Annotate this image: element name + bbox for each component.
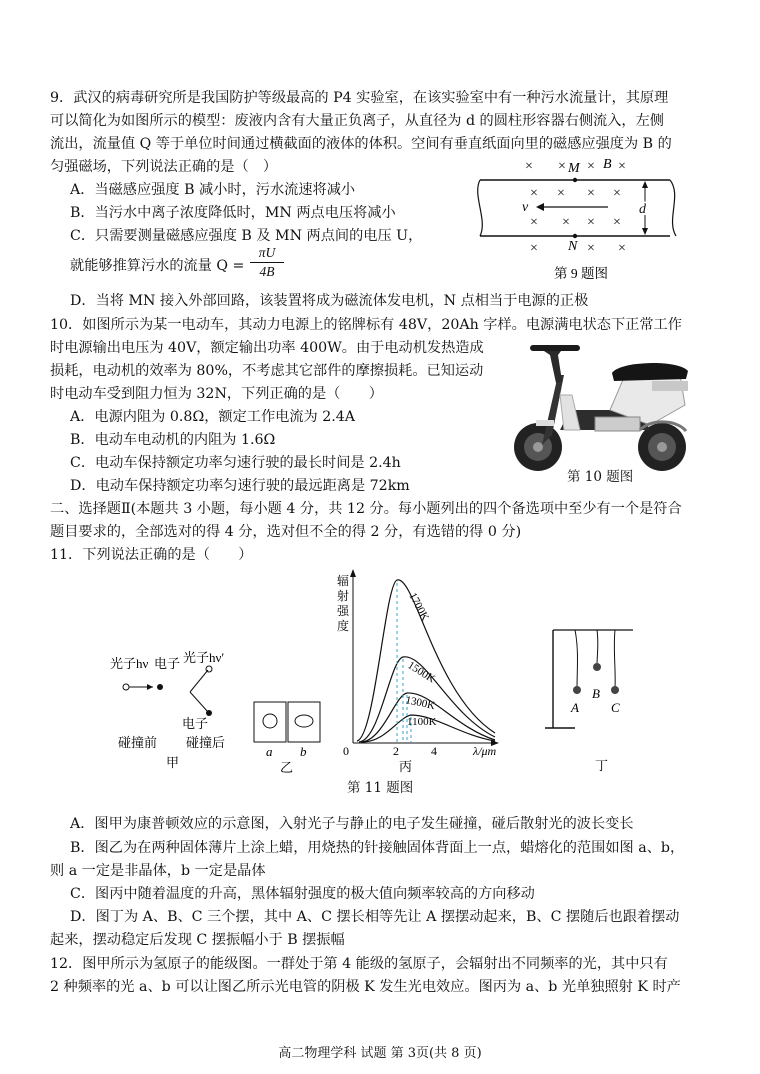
cross-icon: × xyxy=(530,186,538,201)
bing-tick-2: 2 xyxy=(393,744,399,758)
q9-option-c: C．只需要测量磁感应强度 B 及 MN 两点间的电压 U， xyxy=(70,228,423,244)
q9-option-c-formula xyxy=(70,256,244,276)
q11-option-a: A．图甲为康普顿效应的示意图，入射光子与静止的电子发生碰撞，碰后散射光的波长变长 xyxy=(70,816,634,832)
q9-figure xyxy=(470,150,690,290)
diameter-arrow-top xyxy=(642,181,648,188)
jia-scatter-photon-path xyxy=(190,670,208,692)
cross-icon: × xyxy=(530,241,538,256)
bing-xlabel: λ/μm xyxy=(473,744,497,758)
ding-a-label: A xyxy=(571,700,579,715)
q11-fig-yi xyxy=(252,700,327,775)
bing-zero: 0 xyxy=(343,744,349,758)
cross-icon: × xyxy=(613,215,621,230)
ding-b-label: B xyxy=(592,686,600,701)
q12-line2: 2 种频率的光 a、b 可以让图乙所示光电管的阴极 K 发生光电效应。图丙为 a、b 光单独照射 K 时产 xyxy=(50,979,681,995)
section2-line2: 题目要求的，全部选对的得 4 分，选对但不全的得 2 分，有选错的得 0 分) xyxy=(50,524,522,540)
q9-line1: 9．武汉的病毒研究所是我国防护等级最高的 P4 实验室，在该实验室中有一种污水流量计，其原理 xyxy=(50,90,669,106)
q11-fig-ding xyxy=(545,620,645,780)
q9-option-d: D．当将 MN 接入外部回路，该装置将成为磁流体发电机，N 点相当于电源的正极 xyxy=(70,293,589,309)
q9-line2: 可以简化为如图所示的模型：废液内含有大量正负离子，从直径为 d 的圆柱形容器右侧流入，左侧 xyxy=(50,113,664,129)
bing-ylabel-1: 辐 xyxy=(337,574,350,588)
q9-line3: 流出，流量值 Q 等于单位时间通过横截面的液体的体积。空间有垂直纸面向里的磁感应强度为 B 的 xyxy=(50,136,672,152)
cross-icon: × xyxy=(613,186,621,201)
label-b: B xyxy=(603,157,612,172)
ding-string-a xyxy=(575,630,578,688)
rear-rack xyxy=(652,381,688,391)
cross-icon: × xyxy=(587,159,595,174)
bing-label-1700k: 1700K xyxy=(406,590,432,623)
pipe-left-end xyxy=(478,180,483,236)
label-n: N xyxy=(568,239,578,254)
bing-tick-4: 4 xyxy=(431,744,437,758)
yi-b-label: b xyxy=(300,744,307,759)
q10-option-b: B．电动车电动机的内阻为 1.6Ω xyxy=(70,432,276,448)
seat xyxy=(612,363,688,381)
q11-option-b-line2: 则 a 一定是非晶体，b 一定是晶体 xyxy=(50,863,266,879)
ding-ball-c xyxy=(611,686,619,694)
yi-label: 乙 xyxy=(280,760,294,775)
q9-frac-numerator: πU xyxy=(250,244,284,263)
q10-option-a: A．电源内阻为 0.8Ω，额定工作电流为 2.4A xyxy=(70,409,356,425)
q11-fig-jia xyxy=(108,650,258,770)
q9-fig-caption: 第 9 题图 xyxy=(554,266,608,281)
q9-formula-fraction xyxy=(250,244,284,281)
section2-line1: 二、选择题Ⅱ(本题共 3 小题，每小题 4 分，共 12 分。每小题列出的四个备选项中至少有一个是符合 xyxy=(50,501,682,517)
point-n xyxy=(573,234,577,238)
jia-photon-label: 光子hν xyxy=(110,656,149,671)
q11-stem: 11．下列说法正确的是（ ） xyxy=(50,547,253,563)
bing-ylabel-2: 射 xyxy=(337,589,350,603)
q9-formula-prefix: 就能够推算污水的流量 Q = xyxy=(70,258,245,274)
q10-line1: 10．如图所示为某一电动车，其动力电源上的铭牌标有 48V，20Ah 字样。电源满电状态下正常工作 xyxy=(50,317,682,333)
q10-fig-caption: 第 10 题图 xyxy=(567,469,634,485)
ding-ball-b xyxy=(593,663,601,671)
bing-label: 丙 xyxy=(399,759,413,774)
ding-label: 丁 xyxy=(595,758,609,773)
q9-option-b: B．当污水中离子浓度降低时，MN 两点电压将减小 xyxy=(70,205,396,221)
q10-line4: 时电动车受到阻力恒为 32N，下列正确的是（ ） xyxy=(50,386,383,402)
jia-arrow xyxy=(147,684,153,690)
page-footer: 高二物理学科 试题 第 3页(共 8 页) xyxy=(278,1046,482,1061)
cross-icon: × xyxy=(562,215,570,230)
bing-label-1500k: 1500K xyxy=(405,659,438,686)
label-m: M xyxy=(568,161,580,176)
jia-electron-label: 电子 xyxy=(154,656,181,671)
jia-after-label: 碰撞后 xyxy=(186,735,226,750)
handlebar xyxy=(530,345,580,351)
yi-plate-b xyxy=(288,702,320,742)
cross-icon: × xyxy=(618,241,626,256)
point-m xyxy=(573,178,577,182)
cross-icon: × xyxy=(618,159,626,174)
q11-fig-caption: 第 11 题图 xyxy=(347,780,414,796)
ding-string-b xyxy=(597,630,598,665)
bing-ylabel-4: 度 xyxy=(337,619,350,633)
q10-line2: 时电源输出电压为 40V，额定输出功率 400W。由于电动机发热造成 xyxy=(50,340,484,356)
cross-icon: × xyxy=(525,159,533,174)
q9-frac-denominator: 4B xyxy=(259,264,275,279)
jia-before-label: 碰撞前 xyxy=(118,735,158,750)
label-v: v xyxy=(522,200,529,215)
q11-option-d-line2: 起来，摆动稳定后发现 C 摆振幅小于 B 摆振幅 xyxy=(50,932,345,948)
q9-option-a: A．当磁感应强度 B 减小时，污水流速将减小 xyxy=(70,182,356,198)
jia-electron-dot xyxy=(157,684,163,690)
yi-plate-a xyxy=(254,702,286,742)
q10-option-c: C．电动车保持额定功率匀速行驶的最长时间是 2.4h xyxy=(70,455,401,471)
q11-option-b-line1: B．图乙为在两种固体薄片上涂上蜡，用烧热的针接触固体背面上一点，蜡熔化的范围如图 a、b， xyxy=(70,840,685,856)
bing-label-1300k: 1300K xyxy=(404,694,437,713)
cross-icon: × xyxy=(587,186,595,201)
velocity-arrow-head xyxy=(536,203,544,211)
yi-a-label: a xyxy=(266,744,273,759)
cross-icon: × xyxy=(587,215,595,230)
label-d: d xyxy=(639,202,646,217)
front-fender xyxy=(536,420,554,426)
q9-line4: 匀强磁场，下列说法正确的是（ ） xyxy=(50,159,278,175)
cross-icon: × xyxy=(530,215,538,230)
ding-c-label: C xyxy=(611,700,620,715)
cross-icon: × xyxy=(557,186,565,201)
jia-label: 甲 xyxy=(166,755,180,770)
q10-line3: 损耗，电动机的效率为 80%，不考虑其它部件的摩擦损耗。已知运动 xyxy=(50,363,484,379)
jia-scatter-electron-path xyxy=(190,692,208,712)
jia-electron-after-label: 电子 xyxy=(182,716,209,731)
pipe-right-end xyxy=(670,180,676,236)
diameter-arrow-bottom xyxy=(642,228,648,235)
q11-option-c: C．图丙中随着温度的升高，黑体辐射强度的极大值向频率较高的方向移动 xyxy=(70,886,535,902)
jia-photon-dot xyxy=(123,684,129,690)
q10-option-d: D．电动车保持额定功率匀速行驶的最远距离是 72km xyxy=(70,478,410,494)
cross-icon: × xyxy=(558,159,566,174)
ding-string-c xyxy=(614,630,615,688)
bing-label-1100k: 1100K xyxy=(407,716,437,728)
q11-fig-bing xyxy=(335,565,510,775)
battery-box xyxy=(595,417,640,431)
q12-line1: 12．图甲所示为氢原子的能级图。一群处于第 4 能级的氢原子，会辐射出不同频率的光，其中只有 xyxy=(50,956,668,972)
handlebar-stem xyxy=(544,347,564,383)
jia-photon-after-label: 光子hν′ xyxy=(183,650,225,665)
bing-ylabel-3: 强 xyxy=(337,604,350,618)
ding-ball-a xyxy=(573,686,581,694)
cross-icon: × xyxy=(587,241,595,256)
scooter-image xyxy=(500,335,700,485)
q11-option-d-line1: D．图丁为 A、B、C 三个摆，其中 A、C 摆长相等先让 A 摆摆动起来，B、C 摆随后也跟着摆动 xyxy=(70,909,680,925)
